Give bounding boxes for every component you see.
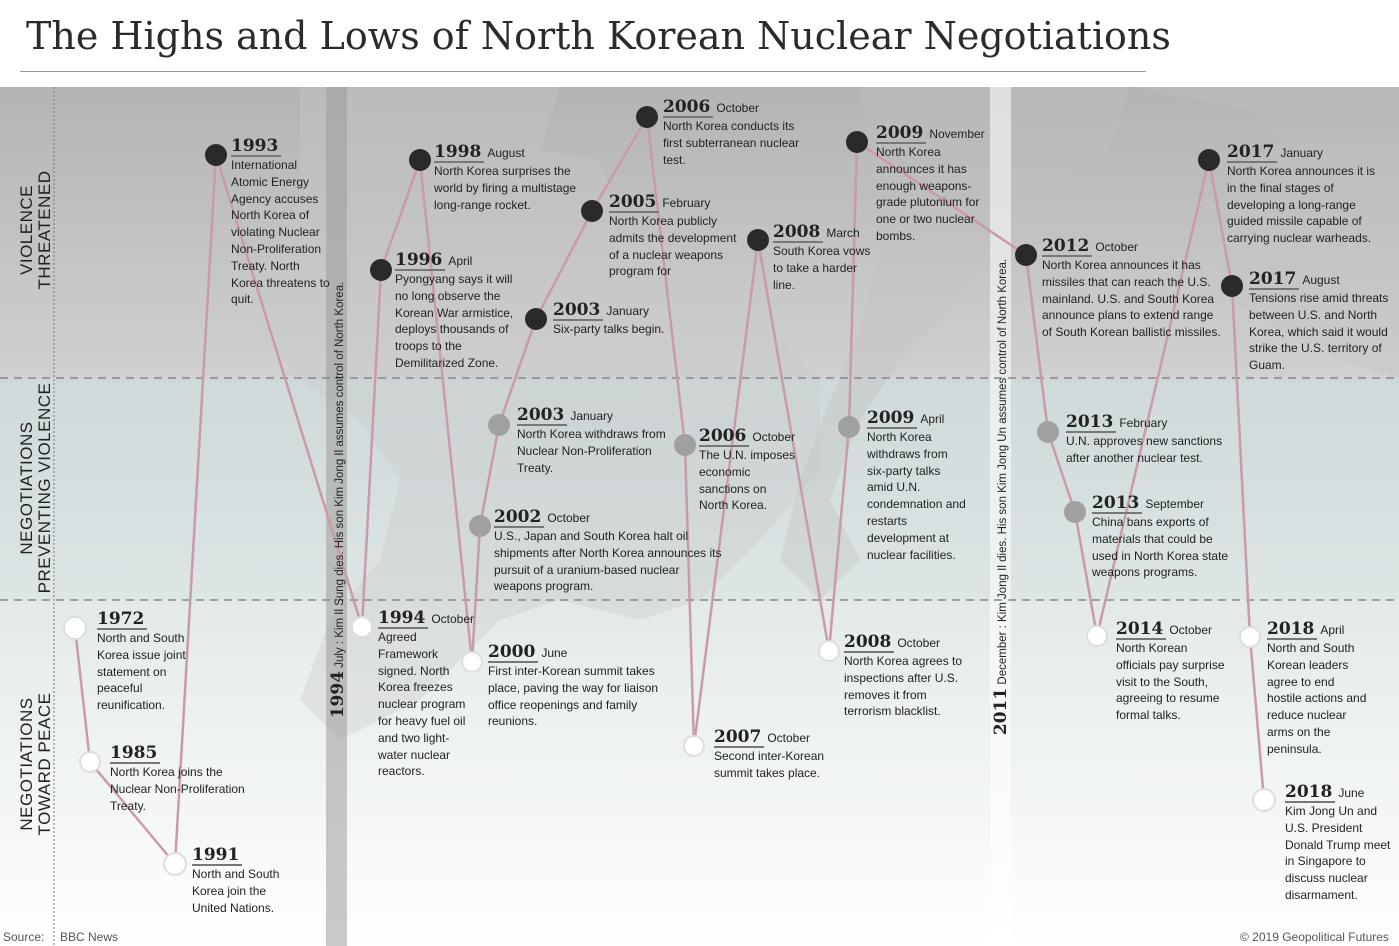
event-node-threat [409,149,431,171]
event-node-threat [370,259,392,281]
event-desc: Pyongyang says it will no long observe the Korean War armistice, deploys thousands of troops to the Demilitarized Zone. [395,272,514,370]
page-title: The Highs and Lows of North Korean Nuclear Negotiations [26,14,1171,58]
event-year: 2007 [714,728,764,748]
event-2013-february [1066,413,1236,467]
event-desc: North and South Korean leaders agree to end hostile actions and reduce nuclear arms on the peninsula. [1267,641,1367,756]
event-node-peace [64,617,86,639]
event-node-threat [636,106,658,128]
event-node-threat [747,229,769,251]
event-desc: Second inter-Korean summit takes place. [714,749,825,780]
event-year: 2012 [1042,237,1092,257]
timeline-connector [420,160,475,662]
event-node-peace [1087,626,1107,646]
event-2009-april [867,409,967,563]
event-month: October [547,511,591,525]
event-node-peace [684,736,704,756]
event-year: 2003 [553,301,603,321]
event-year: 1996 [395,251,445,271]
event-desc: International Atomic Energy Agency accuses North Korea of violating Nuclear Non-Proliferation Treaty. North Korea threatens to quit. [231,158,330,307]
event-node-peace [352,617,372,637]
event-node-prevent [469,515,491,537]
event-node-peace [80,752,100,772]
event-desc: Six-party talks begin. [553,322,665,336]
event-node-prevent [488,414,510,436]
event-desc: North Korea agrees to inspections after U.S. removes it from terrorism blacklist. [844,654,963,719]
event-node-peace [819,641,839,661]
event-month: June [1338,786,1365,800]
event-desc: North Korea withdraws from six-party talks amid U.N. condemnation and restarts development at nuclear facilities. [867,430,966,562]
event-2003-january-withdraw [517,406,677,476]
timeline-connector [829,427,849,651]
event-year: 2014 [1116,620,1166,640]
event-1998-august [434,143,584,213]
event-2009-november [876,124,996,245]
event-month: April [448,254,473,268]
event-desc: First inter-Korean summit takes place, paving the way for liaison office reopenings and family reunions. [488,664,659,729]
event-year: 2018 [1285,783,1335,803]
event-2017-january [1227,143,1377,247]
event-2003-january-talks [553,301,713,338]
event-2013-september [1092,494,1242,581]
transition-year: 2011 [991,687,1011,736]
event-month: March [826,226,860,240]
event-2018-april [1267,620,1367,758]
event-year: 2000 [488,643,538,663]
event-desc: North Korea joins the Nuclear Non-Proliferation Treaty. [110,765,245,813]
event-2005-february [609,193,749,280]
event-year: 2005 [609,193,659,213]
event-2002-october [494,508,724,595]
event-year: 1993 [231,137,281,157]
event-month: September [1145,497,1205,511]
event-node-threat [205,144,227,166]
event-month: October [897,636,941,650]
event-desc: China bans exports of materials that could be used in North Korea state weapons programs. [1092,515,1229,580]
source-name: BBC News [60,930,119,944]
source-label: Source: [3,930,45,944]
event-year: 2017 [1227,143,1277,163]
event-node-threat [1015,244,1037,266]
event-1985 [110,744,260,814]
event-year: 2008 [773,223,823,243]
event-node-threat [1221,275,1243,297]
event-year: 1991 [192,846,242,866]
event-1991 [192,846,292,916]
event-node-threat [846,131,868,153]
event-desc: U.N. approves new sanctions after another nuclear test. [1066,434,1223,465]
event-desc: North Korea withdraws from Nuclear Non-Proliferation Treaty. [517,427,666,475]
event-node-threat [525,308,547,330]
event-1993 [231,137,331,308]
event-year: 1985 [110,744,160,764]
event-2007-october [714,728,844,782]
event-desc: Tensions rise amid threats between U.S. and North Korea, which said it would strike the U.S. territory of Guam. [1249,291,1389,373]
event-desc: North and South Korea issue joint statement on peaceful reunification. [97,631,186,713]
timeline-connector [75,628,90,762]
timeline-connector [685,445,694,746]
event-node-peace [164,853,186,875]
event-year: 2013 [1066,413,1116,433]
event-year: 2002 [494,508,544,528]
event-year: 2006 [663,98,713,118]
event-2006-october-test [663,98,813,168]
event-desc: U.S., Japan and South Korea halt oil shipments after North Korea announces its pursuit of a uranium-based nuclear weapons program. [494,529,722,594]
transition-text: December : Kim Jong Il dies. His son Kim Jong Un assumes control of North Korea. [997,258,1009,685]
event-desc: North Korean officials pay surprise visit to the South, agreeing to resume formal talks. [1116,641,1225,723]
event-node-prevent [674,434,696,456]
event-year: 2008 [844,633,894,653]
event-desc: The U.N. imposes economic sanctions on North Korea. [699,448,796,513]
event-month: February [662,196,711,210]
event-desc: North Korea announces it has enough weapons-grade plutonium for one or two nuclear bombs. [876,145,980,243]
event-desc: North Korea publicly admits the development of a nuclear weapons program for [609,214,737,279]
timeline-connector [1250,637,1264,800]
event-month: August [1302,273,1340,287]
event-2017-august [1249,270,1389,374]
event-desc: South Korea vows to take a harder line. [773,244,871,292]
event-desc: North and South Korea join the United Nations. [192,867,280,915]
event-month: August [487,146,525,160]
event-year: 1994 [378,609,428,629]
event-month: November [929,127,985,141]
event-year: 2009 [867,409,917,429]
event-year: 2006 [699,427,749,447]
event-month: October [767,731,811,745]
event-2000-june [488,643,668,730]
event-desc: Agreed Framework signed. North Korea freezes nuclear program for heavy fuel oil and two light-water nuclear reactors. [378,630,466,779]
copyright: © 2019 Geopolitical Futures [1240,930,1389,944]
event-desc: North Korea surprises the world by firing a multistage long-range rocket. [434,164,577,212]
event-2008-october [844,633,964,720]
event-node-prevent [1064,501,1086,523]
event-year: 2017 [1249,270,1299,290]
event-year: 2018 [1267,620,1317,640]
event-1994-october [378,609,478,780]
event-desc: North Korea announces it is in the final stages of developing a long-range guided missile capable of carrying nuclear warheads. [1227,164,1376,246]
event-month: April [920,412,945,426]
event-desc: Kim Jong Un and U.S. President Donald Trump meet in Singapore to discuss nuclear disarmament. [1285,804,1391,902]
event-node-threat [581,200,603,222]
event-year: 2009 [876,124,926,144]
event-1972 [97,610,197,714]
event-month: October [431,612,475,626]
event-2014-october [1116,620,1226,724]
event-2008-march [773,223,873,293]
event-node-prevent [1037,421,1059,443]
event-2012-october [1042,237,1222,341]
event-month: October [1169,623,1213,637]
event-2018-june [1285,783,1397,904]
event-month: January [570,409,614,423]
event-month: April [1320,623,1345,637]
timeline-connector [362,270,381,627]
event-year: 2003 [517,406,567,426]
event-month: October [716,101,760,115]
event-node-peace [1253,789,1275,811]
transition-text: July : Kim Il Sung dies. His son Kim Jong Il assumes control of North Korea. [334,281,346,668]
event-month: January [1280,146,1324,160]
transition-year: 1994 [328,670,348,719]
event-2006-october-sanctions [699,427,799,514]
event-desc: North Korea conducts its first subterranean nuclear test. [663,119,800,167]
event-year: 1972 [97,610,147,630]
event-month: October [752,430,796,444]
event-node-peace [1240,627,1260,647]
event-1996-april [395,251,525,372]
event-month: June [541,646,568,660]
event-month: January [606,304,650,318]
event-year: 1998 [434,143,484,163]
event-node-threat [1198,149,1220,171]
event-desc: North Korea announces it has missiles that can reach the U.S. mainland. U.S. and South Korea announce plans to extend range of South Korean ballistic missiles. [1042,258,1221,340]
event-year: 2013 [1092,494,1142,514]
event-month: February [1119,416,1168,430]
event-month: October [1095,240,1139,254]
event-node-prevent [838,416,860,438]
